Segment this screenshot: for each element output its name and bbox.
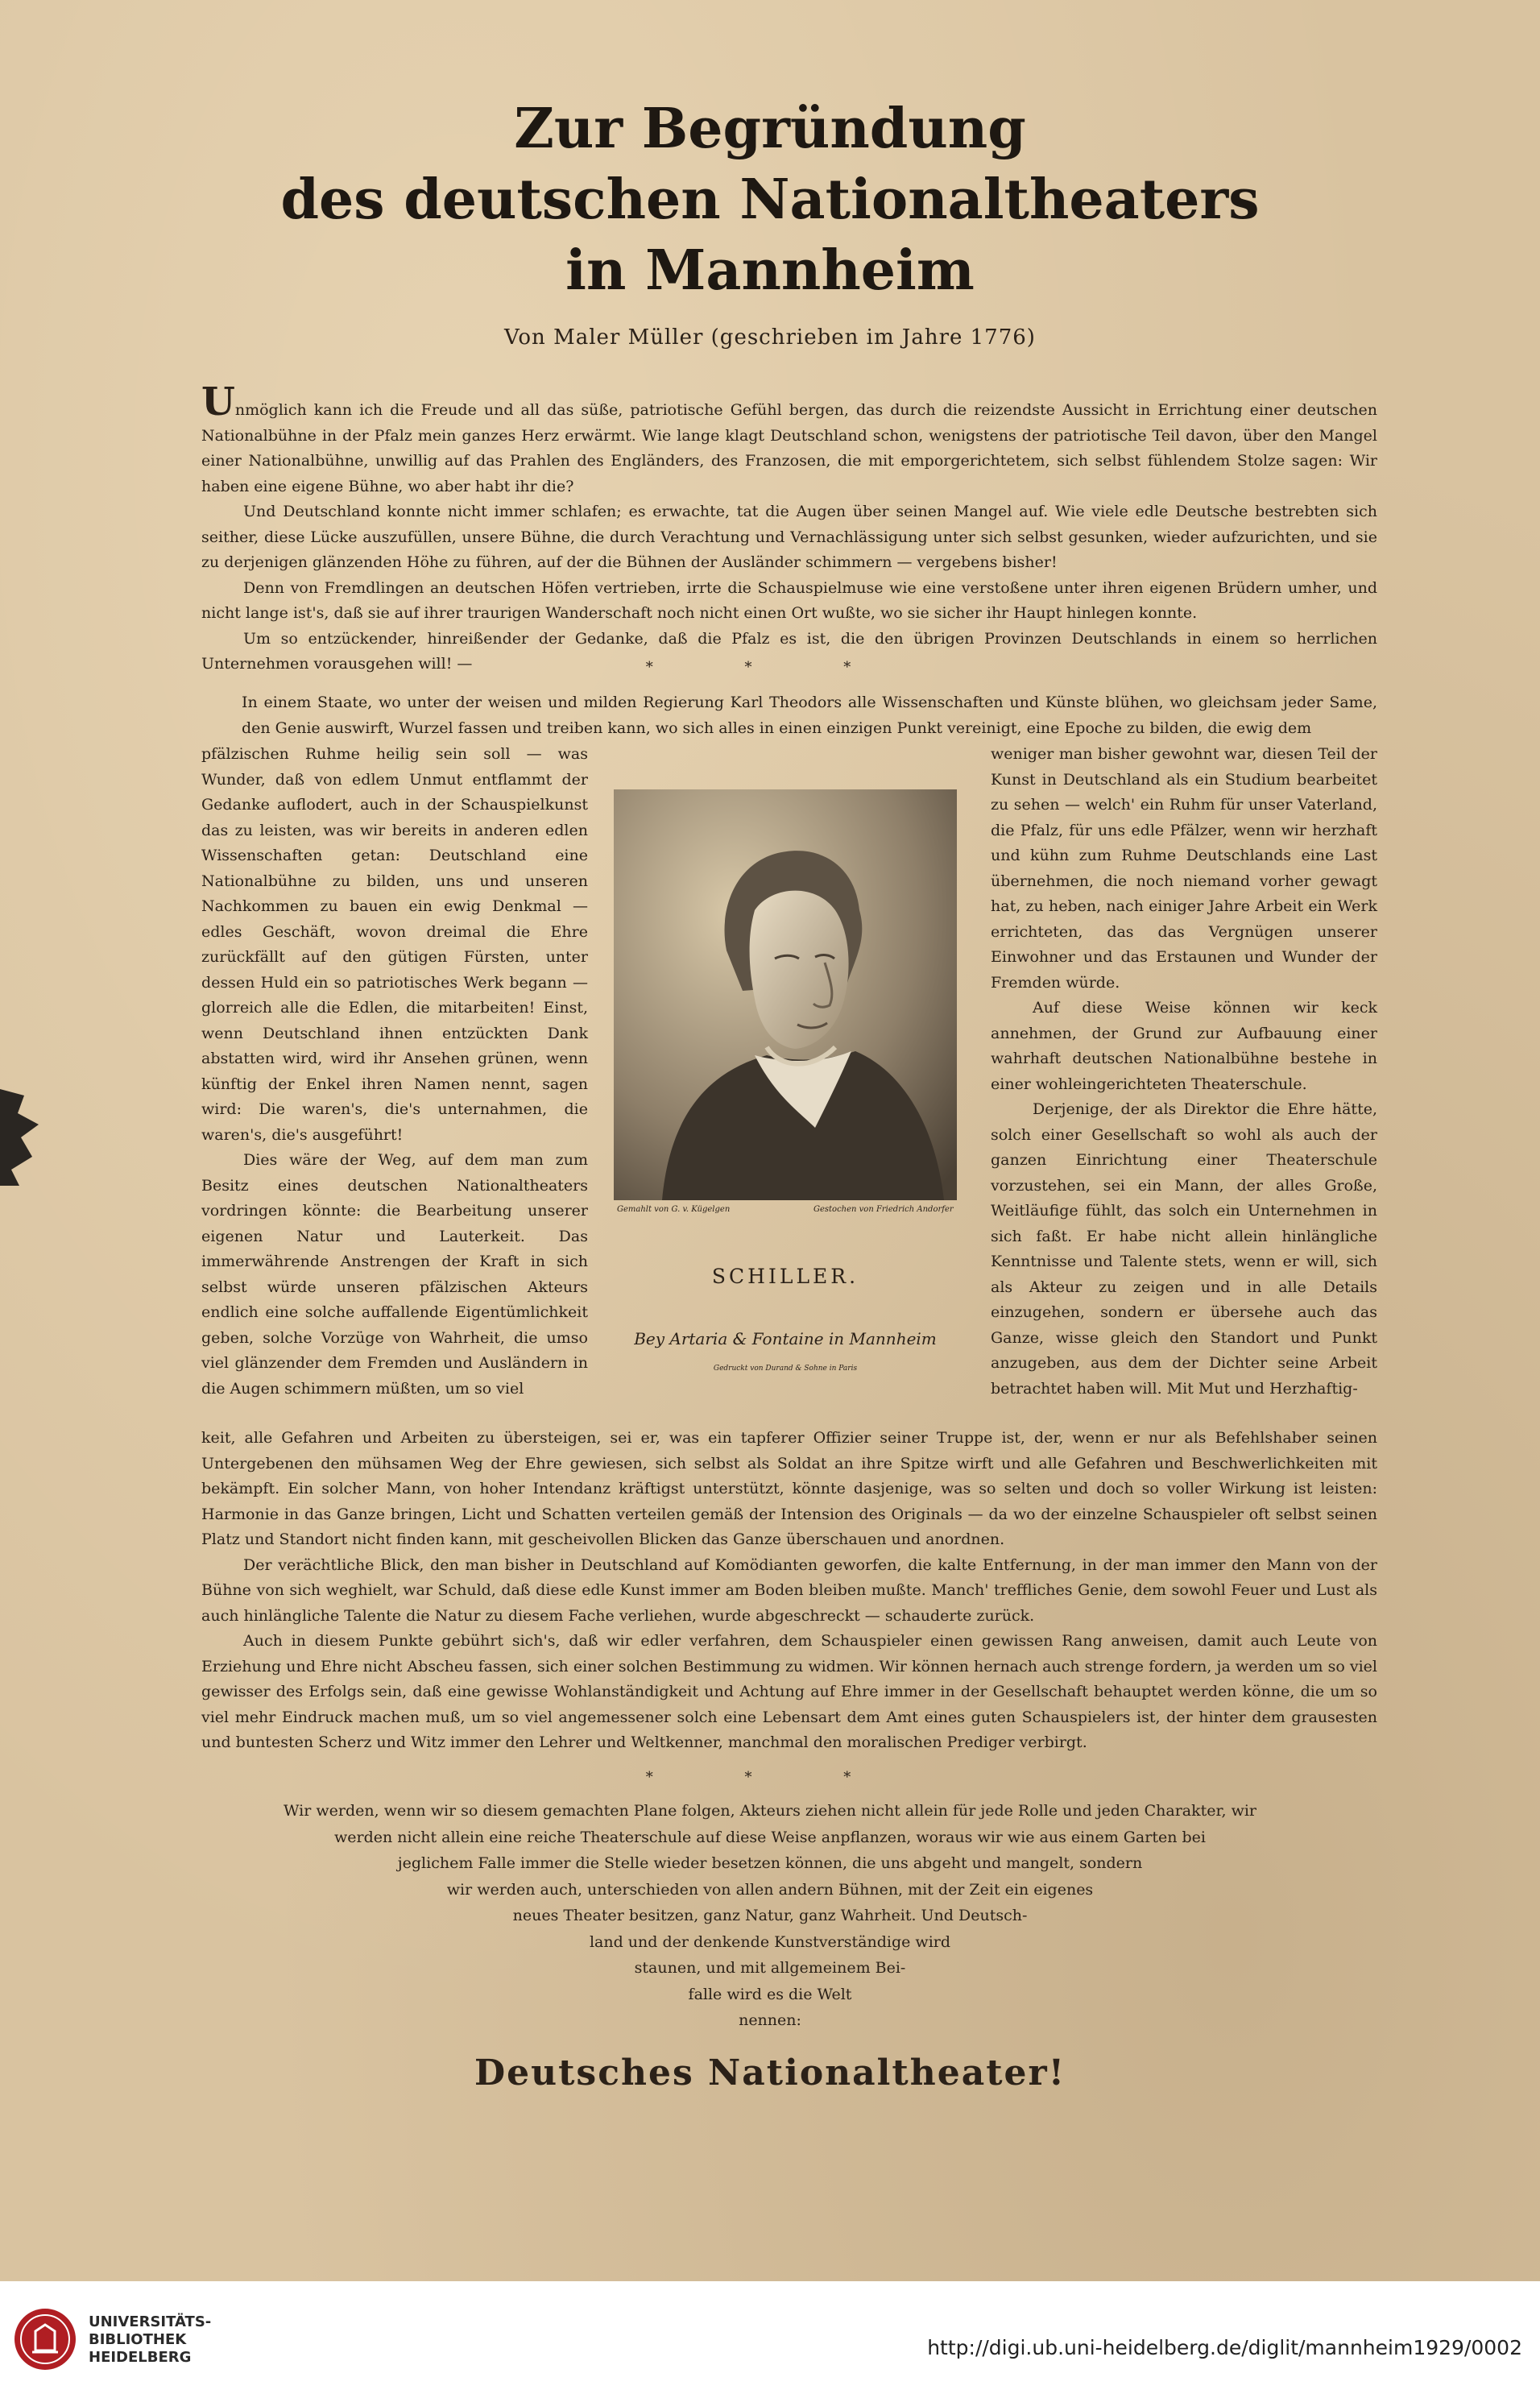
bottom-paragraph-3-text: Auch in diesem Punkte gebührt sich's, daß wir edler verfahren, dem Schauspieler einen gewissen Rang anweisen, damit auch Leute von Erziehung und Ehre nicht Abscheu fassen, sich einer solchen Bestimmung zu widmen. Wir können hernach auch strenge fordern, ja werden um so viel gewisser des Erfolgs sein, daß eine gewisse Wohlanständigkeit und Achtung auf Ehre immer in der Gesellschaft behauptet werden könne, die um so viel mehr Eindruck machen muß, um so viel angemessener solch eine Lebensart dem Amt eines guten Schauspielers ist, der hinter dem grausesten und buntesten Scherz und Witz immer den Lehrer und Weltkenner, manchmal den moralischen Prediger verbirgt. <box>201 1632 1377 1751</box>
university-library-logo <box>13 2307 77 2371</box>
closing-line-2: werden nicht allein eine reiche Theaterschule auf diese Weise anpflanzen, woraus wir wie aus einem Garten bei <box>334 1828 1206 1846</box>
closing-line-7: staunen, und mit allgemeinem Bei- <box>634 1959 906 1977</box>
library-name-line-2: BIBLIOTHEK <box>89 2331 187 2348</box>
bottom-paragraph-3 <box>201 1629 1377 1756</box>
library-name-line-1: UNIVERSITÄTS- <box>89 2313 212 2330</box>
left-column-paragraph-2 <box>201 1148 588 1402</box>
right-column-paragraph-1: weniger man bisher gewohnt war, diesen Teil der Kunst in Deutschland als ein Studium bearbeitet zu sehen — welch' ein Ruhm für unser Vaterland, die Pfalz, für uns edle Pfälzer, wenn wir herzhaft und kühn zum Ruhme Deutschlands eine Last übernehmen, die noch niemand vorher gewagt hat, zu heben, nach einiger Jahre Arbeit ein Werk errichteten, das das Vergnügen unserer Einwohner und das Erstaunen und Wunder der Fremden würde. <box>991 745 1377 992</box>
portrait-publisher: Bey Artaria & Fontaine in Mannheim <box>634 1329 937 1348</box>
closing-line-9: nennen: <box>739 2011 801 2029</box>
bottom-paragraph-1: keit, alle Gefahren und Arbeiten zu übersteigen, sei er, was ein tapferer Offizier seiner Truppe ist, der, wenn er nur als Befehlshaber seinen Untergebenen den mühsamen Weg der Ehre gewiesen, sich selbst als Soldat an ihre Spitze wirft und alle Gefahren und Beschwerlichkeiten mit bekämpft. Ein solcher Mann, von hoher Intendanz kräftigst unterstützt, könnte dasjenige, was so selten und doch so voller Wirkung ist leisten: Harmonie in das Ganze bringen, Licht und Schatten verteilen gemäß der Intension des Originals — da wo der einzelne Schauspieler oft selbst seinen Platz und Standort nicht finden kann, mit gescheivollen Blicken das Ganze überschauen und anordnen. <box>201 1429 1377 1548</box>
page-title-line-2: des deutschen Nationaltheaters <box>280 168 1260 232</box>
section-separator-2: * * * <box>645 1769 895 1786</box>
left-column-paragraph-2-text: Dies wäre der Weg, auf dem man zum Besitz eines deutschen Nationaltheaters vordringen könnte: die Bearbeitung unserer eigenen Natur und Lauterkeit. Das immerwährende Anstrengen der Kraft in sich selbst würde unseren pfälzischen Akteurs endlich eine solche auffallende Eigentümlichkeit geben, solche Vorzüge von Wahrheit, die umso viel glänzender dem Fremden und Ausländern in die Augen schimmern müßten, um so viel <box>201 1151 588 1398</box>
right-column-paragraph-3-text: Derjenige, der als Direktor die Ehre hätte, solch einer Gesellschaft so wohl als auch der ganzen Einrichtung einer Theaterschule vorzustehen, sei ein Mann, der alles Große, Weitläufige fühlt, das solch ein Unternehmen in sich faßt. Er habe nicht allein hinlängliche Kenntnisse und Talente stets, wenn er will, sich als Akteur zu zeigen und in alle Details einzugehen, sondern er übersehe auch das Ganze, wisse gleich den Standort und Punkt anzugeben, aus dem der Dichter seine Arbeit betrachtet haben will. Mit Mut und Herzhaftig- <box>991 1100 1377 1398</box>
portrait-image <box>614 789 957 1200</box>
intro-paragraph-2-text: Und Deutschland konnte nicht immer schlafen; es erwachte, tat die Augen über seinen Mangel auf. Wie viele edle Deutsche bestrebten sich seither, diese Lücke auszufüllen, unsere Bühne, die durch Verachtung und Vernachlässigung unter sich selbst gesunken, wieder aufzurichten, und sie zu derjenigen glänzenden Höhe zu führen, auf der die Bühnen der Ausländer schimmern — vergebens bisher! <box>201 503 1377 571</box>
intro-paragraph-1 <box>201 379 1377 499</box>
library-name <box>89 2313 211 2367</box>
left-column-paragraph-1: pfälzischen Ruhme heilig sein soll — was Wunder, daß von edlem Unmut entflammt der Gedanke auflodert, auch in der Schauspielkunst das zu leisten, was wir bereits in anderen edlen Wissenschaften getan: Deutschland eine Nationalbühne zu bilden, uns und unseren Nachkommen zu bauen ein ewig Denkmal — edles Geschäft, wovon dreimal die Ehre zurückfällt auf den gütigen Fürsten, unter dessen Huld ein so patriotisches Werk begann — glorreich alle die Edlen, die mitarbeiten! Einst, wenn Deutschland ihnen entzückten Dank abstatten wird, wird ihr Ansehen grünen, wenn künftig der Enkel ihren Namen nennt, sagen wird: Die waren's, die's unternahmen, die waren's, die's ausgeführt! <box>201 745 588 1144</box>
closing-line-4: wir werden auch, unterschieden von allen andern Bühnen, mit der Zeit ein eigenes <box>446 1880 1094 1899</box>
closing-headline: Deutsches Nationaltheater! <box>474 2052 1066 2094</box>
portrait-name: SCHILLER. <box>711 1265 859 1288</box>
right-column <box>991 742 1377 1402</box>
library-name-line-3: HEIDELBERG <box>89 2349 192 2366</box>
intro-paragraph-1-text: nmöglich kann ich die Freude und all das süße, patriotische Gefühl bergen, das durch die reizendste Aussicht in Errichtung einer deutschen Nationalbühne in der Pfalz mein ganzes Herz erwärmt. Wie lange klagt Deutschland schon, wenigstens der patriotische Teil davon, über den Mangel einer Nationalbühne, unwillig auf das Prahlen des Engländers, des Franzosen, die mit emporgerichtetem, sich selbst fühlendem Stolze sagen: Wir haben eine eigene Bühne, wo aber habt ihr die? <box>201 401 1377 495</box>
page-title-line-3: in Mannheim <box>565 238 975 303</box>
state-paragraph-top: In einem Staate, wo unter der weisen und milden Regierung Karl Theodors alle Wissenschaften und Künste blühen, wo gleichsam jeder Same, den Genie auswirft, Wurzel fassen und treiben kann, wo sich alles in einen einzigen Punkt vereinigt, eine Epoche zu bilden, die ewig dem <box>242 694 1377 737</box>
intro-section <box>201 379 1377 677</box>
page-title-line-1: Zur Begründung <box>514 97 1026 161</box>
engraving-credit-engraver: Gestochen von Friedrich Andorfer <box>813 1205 954 1214</box>
schiller-portrait-engraving <box>614 789 957 1200</box>
engraving-credit-painter: Gemahlt von G. v. Kügelgen <box>617 1205 731 1214</box>
bottom-section <box>201 1426 1377 1756</box>
digitization-footer <box>0 2281 1540 2394</box>
left-column <box>201 742 588 1402</box>
closing-line-8: falle wird es die Welt <box>688 1985 852 2003</box>
closing-line-3: jeglichem Falle immer die Stelle wieder besetzen können, die uns abgeht und mangelt, sondern <box>397 1854 1143 1872</box>
bottom-paragraph-2-text: Der verächtliche Blick, den man bisher in Deutschland auf Komödianten geworfen, die kalte Entfernung, in der man immer den Mann von der Bühne von sich weghielt, war Schuld, daß diese edle Kunst immer am Boden bleiben mußte. Manch' treffliches Genie, dem sowohl Feuer und Lust als auch hinlängliche Talente die Natur zu diesem Fache verliehen, wurde abgeschreckt — schauderte zurück. <box>201 1555 1377 1625</box>
right-column-paragraph-2 <box>991 996 1377 1097</box>
right-column-paragraph-2-text: Auf diese Weise können wir keck annehmen, der Grund zur Aufbauung einer wahrhaft deutschen Nationalbühne bestehe in einer wohleingerichteten Theaterschule. <box>991 999 1377 1093</box>
section-separator-1: * * * <box>645 659 895 676</box>
closing-line-1: Wir werden, wenn wir so diesem gemachten Plane folgen, Akteurs ziehen nicht allein für jede Rolle und jeden Charakter, wir <box>283 1802 1257 1820</box>
closing-line-6: land und der denkende Kunstverständige wird <box>589 1932 951 1951</box>
byline: Von Maler Müller (geschrieben im Jahre 1776) <box>504 325 1036 350</box>
intro-paragraph-3 <box>201 576 1377 627</box>
intro-paragraph-2 <box>201 499 1377 576</box>
paper-tear-damage <box>0 1089 48 1186</box>
closing-line-5: neues Theater besitzen, ganz Natur, ganz Wahrheit. Und Deutsch- <box>512 1907 1028 1924</box>
drop-initial: U <box>201 379 235 425</box>
bottom-paragraph-2 <box>201 1553 1377 1630</box>
portrait-printer: Gedruckt von Durand & Sohne in Paris <box>713 1365 858 1373</box>
closing-triangle <box>209 1798 1331 2034</box>
right-column-paragraph-3 <box>991 1097 1377 1402</box>
permalink-url[interactable]: http://digi.ub.uni-heidelberg.de/diglit/mannheim1929/0002 <box>927 2336 1522 2359</box>
intro-paragraph-3-text: Denn von Fremdlingen an deutschen Höfen vertrieben, irrte die Schauspielmuse wie eine verstoßene unter ihren eigenen Brüdern umher, und nicht lange ist's, daß sie auf ihrer traurigen Wanderschaft noch nicht einen Ort wußte, wo sie sicher ihr Haupt hinlegen konnte. <box>201 578 1377 622</box>
intro-paragraph-4-text: Um so entzückender, hinreißender der Gedanke, daß die Pfalz es ist, die den übrigen Provinzen Deutschlands in einem so herrlichen Unternehmen vorausgehen will! — <box>201 629 1377 673</box>
